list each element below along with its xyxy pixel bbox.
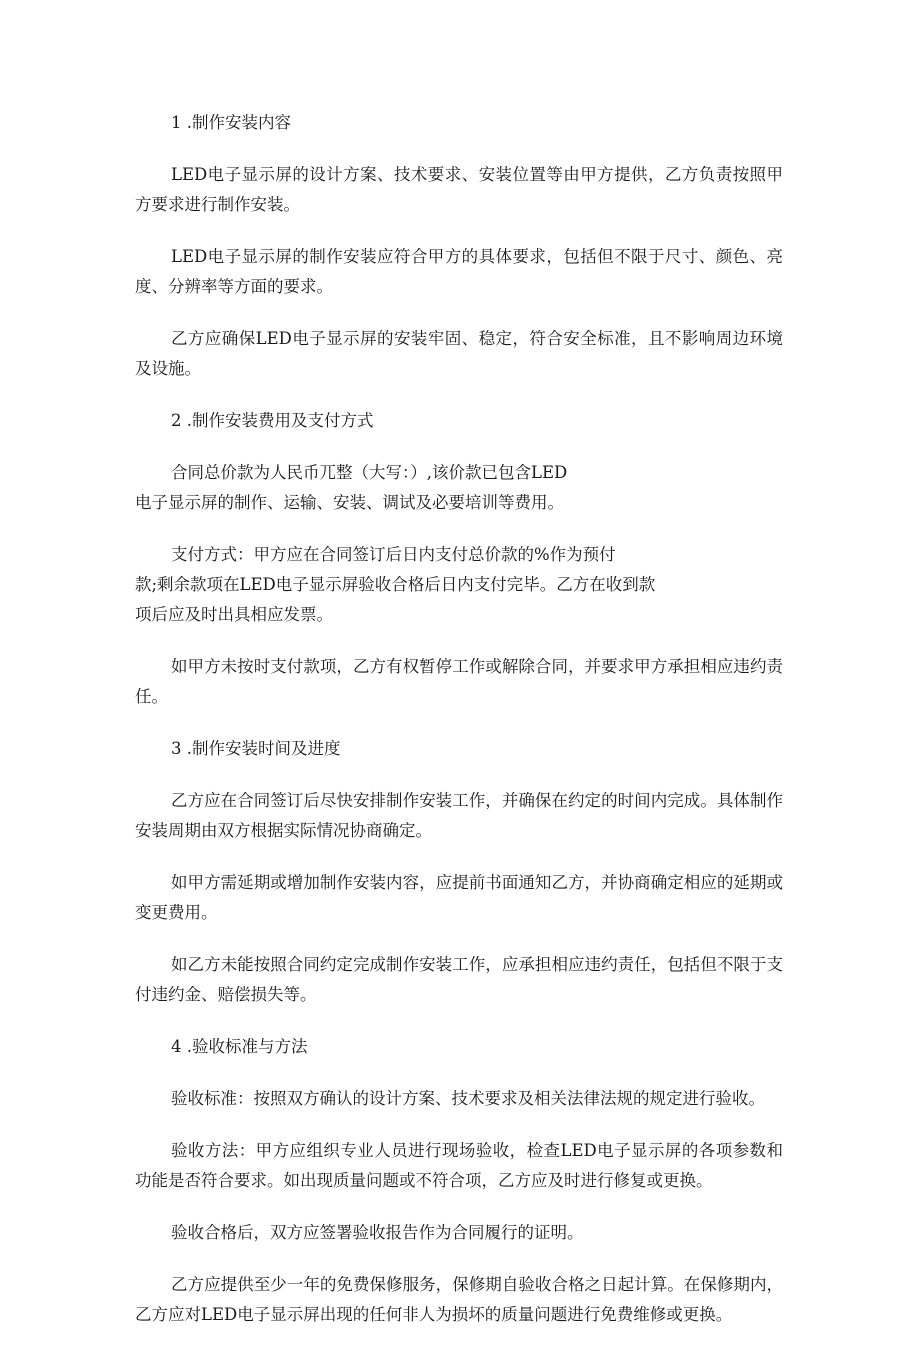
document-body <box>135 108 783 1352</box>
section-2-paragraph-2: 支付方式：甲方应在合同签订后日内支付总价款的%作为预付 款;剩余款项在LED电子显示屏验收合格后日内支付完毕。乙方在收到款 项后应及时出具相应发票。 <box>135 545 656 624</box>
section-4-paragraph-1: 验收标准：按照双方确认的设计方案、技术要求及相关法律法规的规定进行验收。 <box>171 1089 765 1108</box>
section-2-paragraph-3: 如甲方未按时支付款项，乙方有权暂停工作或解除合同，并要求甲方承担相应违约责任。 <box>135 657 783 706</box>
section-1-heading: 1 .制作安装内容 <box>171 113 291 132</box>
section-3-paragraph-3: 如乙方未能按照合同约定完成制作安装工作，应承担相应违约责任，包括但不限于支付违约金、赔偿损失等。 <box>135 955 783 1004</box>
section-2-heading: 2 .制作安装费用及支付方式 <box>171 411 374 430</box>
section-2-paragraph-1: 合同总价款为人民币兀整（大写：）,该价款已包含LED 电子显示屏的制作、运输、安装、调试及必要培训等费用。 <box>135 463 568 512</box>
section-1-paragraph-3: 乙方应确保LED电子显示屏的安装牢固、稳定，符合安全标准，且不影响周边环境及设施。 <box>135 329 783 378</box>
section-1-paragraph-1: LED电子显示屏的设计方案、技术要求、安装位置等由甲方提供，乙方负责按照甲方要求进行制作安装。 <box>135 165 783 214</box>
section-4-heading: 4 .验收标准与方法 <box>171 1037 308 1056</box>
section-1-paragraph-2: LED电子显示屏的制作安装应符合甲方的具体要求，包括但不限于尺寸、颜色、亮度、分辨率等方面的要求。 <box>135 247 783 296</box>
section-4-paragraph-2: 验收方法：甲方应组织专业人员进行现场验收，检查LED电子显示屏的各项参数和功能是否符合要求。如出现质量问题或不符合项，乙方应及时进行修复或更换。 <box>135 1141 783 1190</box>
section-3-heading: 3 .制作安装时间及进度 <box>171 739 341 758</box>
section-3-paragraph-2: 如甲方需延期或增加制作安装内容，应提前书面通知乙方，并协商确定相应的延期或变更费用。 <box>135 873 783 922</box>
section-4-paragraph-4: 乙方应提供至少一年的免费保修服务，保修期自验收合格之日起计算。在保修期内，乙方应对LED电子显示屏出现的任何非人为损坏的质量问题进行免费维修或更换。 <box>135 1275 783 1324</box>
section-4-paragraph-3: 验收合格后，双方应签署验收报告作为合同履行的证明。 <box>171 1223 584 1242</box>
section-3-paragraph-1: 乙方应在合同签订后尽快安排制作安装工作，并确保在约定的时间内完成。具体制作安装周期由双方根据实际情况协商确定。 <box>135 791 783 840</box>
